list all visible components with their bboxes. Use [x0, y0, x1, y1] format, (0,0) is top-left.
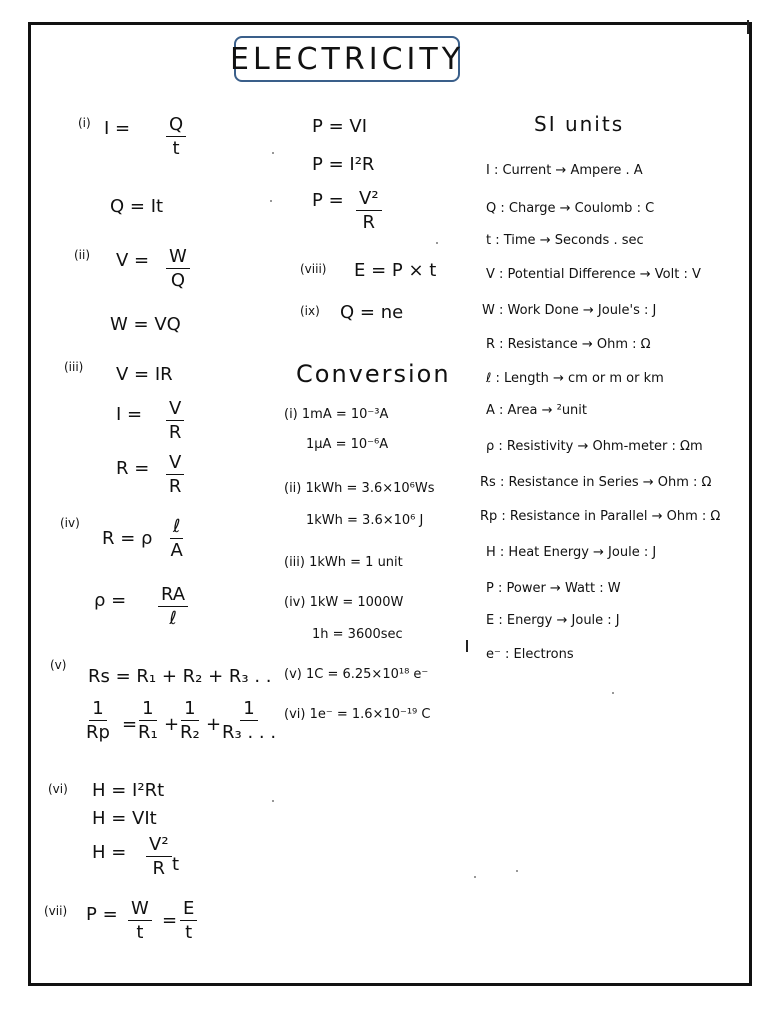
- formula-parallel-term-3: [222, 700, 276, 742]
- formula-voltage-lhs: V =: [116, 250, 150, 271]
- equals-sign: =: [162, 910, 178, 931]
- fraction-denominator: t: [172, 138, 180, 159]
- formula-rho-lhs: ρ =: [94, 590, 127, 611]
- fraction-denominator: R₁: [138, 722, 158, 743]
- fraction-denominator: A: [170, 540, 183, 561]
- formula-heat-3-fraction: [146, 836, 172, 878]
- unit-energy: E : Energy → Joule : J: [486, 613, 620, 628]
- fraction-numerator: ℓ: [170, 518, 183, 539]
- fraction-numerator: 1: [139, 700, 156, 721]
- fraction-numerator: E: [180, 900, 197, 921]
- unit-charge: Q : Charge → Coulomb : C: [486, 201, 655, 216]
- fraction-numerator: W: [166, 248, 190, 269]
- formula-charge: Q = It: [110, 196, 164, 217]
- formula-series-resistance: Rs = R₁ + R₂ + R₃ . .: [88, 666, 272, 687]
- conversion-3: (ii) 1kWh = 3.6×10⁶Ws: [284, 481, 435, 496]
- speck: [466, 640, 468, 652]
- conversion-6: (iv) 1kW = 1000W: [284, 595, 404, 610]
- label-iii: (iii): [64, 360, 84, 374]
- fraction-denominator: t: [136, 922, 144, 943]
- formula-parallel-lhs-fraction: [86, 700, 110, 742]
- unit-resistance: R : Resistance → Ohm : Ω: [486, 337, 651, 352]
- formula-power-v2r-fraction: [356, 190, 382, 232]
- formula-current-fraction: [166, 116, 186, 158]
- conversion-1: (i) 1mA = 10⁻³A: [284, 407, 389, 422]
- fraction-denominator: t: [185, 922, 193, 943]
- formula-resistivity-lhs: R = ρ: [102, 528, 153, 549]
- fraction-denominator: R₃ . . .: [222, 722, 277, 743]
- formula-heat-1: H = I²Rt: [92, 780, 165, 801]
- fraction-denominator: R: [362, 212, 376, 233]
- unit-length: ℓ : Length → cm or m or km: [486, 371, 664, 386]
- speck: [474, 876, 476, 878]
- si-units-heading: SI units: [534, 112, 625, 136]
- unit-heat-energy: H : Heat Energy → Joule : J: [486, 545, 657, 560]
- conversion-4: 1kWh = 3.6×10⁶ J: [306, 513, 424, 528]
- fraction-numerator: V²: [356, 190, 382, 211]
- formula-heat-3-tail: t: [172, 854, 180, 875]
- formula-voltage-fraction: [166, 248, 190, 290]
- page-border: [28, 22, 752, 986]
- margin-mark: [747, 20, 749, 34]
- label-iv: (iv): [60, 516, 80, 530]
- formula-power-v2r-lhs: P =: [312, 190, 344, 211]
- label-vi: (vi): [48, 782, 68, 796]
- label-vii: (vii): [44, 904, 68, 918]
- conversion-heading: Conversion: [296, 360, 451, 388]
- unit-area: A : Area → ²unit: [486, 403, 588, 418]
- fraction-numerator: V²: [146, 836, 172, 857]
- fraction-denominator: R: [152, 858, 166, 879]
- fraction-numerator: 1: [181, 700, 198, 721]
- formula-i-lhs: I =: [116, 404, 143, 425]
- fraction-numerator: 1: [89, 700, 106, 721]
- unit-work: W : Work Done → Joule's : J: [482, 303, 657, 318]
- fraction-denominator: R: [168, 476, 182, 497]
- fraction-numerator: V: [166, 400, 184, 421]
- unit-parallel-resistance: Rp : Resistance in Parallel → Ohm : Ω: [480, 509, 721, 524]
- page-title: ELECTRICITY: [234, 36, 460, 82]
- formula-power-vi: P = VI: [312, 116, 368, 137]
- label-i: (i): [78, 116, 91, 130]
- speck: [612, 692, 614, 694]
- unit-power: P : Power → Watt : W: [486, 581, 621, 596]
- speck: [272, 152, 274, 154]
- formula-power-fraction-1: [128, 900, 152, 942]
- fraction-denominator: Rp: [86, 722, 110, 743]
- formula-power-lhs: P =: [86, 904, 118, 925]
- speck: [272, 800, 274, 802]
- fraction-numerator: 1: [240, 700, 257, 721]
- conversion-5: (iii) 1kWh = 1 unit: [284, 555, 403, 570]
- fraction-numerator: W: [128, 900, 152, 921]
- formula-energy: E = P × t: [354, 260, 437, 281]
- formula-current-lhs: I =: [104, 118, 131, 139]
- speck: [436, 242, 438, 244]
- speck: [270, 200, 272, 202]
- label-v: (v): [50, 658, 67, 672]
- formula-r-lhs: R =: [116, 458, 150, 479]
- conversion-8: (v) 1C = 6.25×10¹⁸ e⁻: [284, 667, 429, 682]
- formula-power-i2r: P = I²R: [312, 154, 375, 175]
- formula-work: W = VQ: [110, 314, 181, 335]
- unit-electrons: e⁻ : Electrons: [486, 647, 574, 662]
- fraction-numerator: Q: [166, 116, 186, 137]
- conversion-9: (vi) 1e⁻ = 1.6×10⁻¹⁹ C: [284, 707, 431, 722]
- unit-time: t : Time → Seconds . sec: [486, 233, 644, 248]
- formula-r-fraction: [166, 454, 184, 496]
- fraction-denominator: Q: [170, 270, 185, 291]
- unit-resistivity: ρ : Resistivity → Ohm-meter : Ωm: [486, 439, 703, 454]
- formula-ohms-law: V = IR: [116, 364, 173, 385]
- formula-rho-fraction: [158, 586, 188, 628]
- fraction-denominator: R: [168, 422, 182, 443]
- formula-resistivity-fraction: [170, 518, 183, 560]
- label-ii: (ii): [74, 248, 91, 262]
- label-ix: (ix): [300, 304, 320, 318]
- fraction-numerator: V: [166, 454, 184, 475]
- speck: [516, 870, 518, 872]
- formula-parallel-term-2: [180, 700, 200, 742]
- formula-parallel-term-1: [138, 700, 158, 742]
- conversion-2: 1μA = 10⁻⁶A: [306, 437, 389, 452]
- formula-i-fraction: [166, 400, 184, 442]
- label-viii: (viii): [300, 262, 327, 276]
- unit-potential-difference: V : Potential Difference → Volt : V: [486, 267, 701, 282]
- formula-power-fraction-2: [180, 900, 197, 942]
- conversion-7: 1h = 3600sec: [312, 627, 403, 642]
- equals-sign: =: [122, 714, 138, 735]
- fraction-numerator: RA: [158, 586, 188, 607]
- formula-charge-ne: Q = ne: [340, 302, 404, 323]
- unit-series-resistance: Rs : Resistance in Series → Ohm : Ω: [480, 475, 712, 490]
- fraction-denominator: ℓ: [169, 608, 177, 629]
- fraction-denominator: R₂: [180, 722, 200, 743]
- formula-heat-3-lhs: H =: [92, 842, 127, 863]
- unit-current: I : Current → Ampere . A: [486, 163, 643, 178]
- formula-heat-2: H = VIt: [92, 808, 157, 829]
